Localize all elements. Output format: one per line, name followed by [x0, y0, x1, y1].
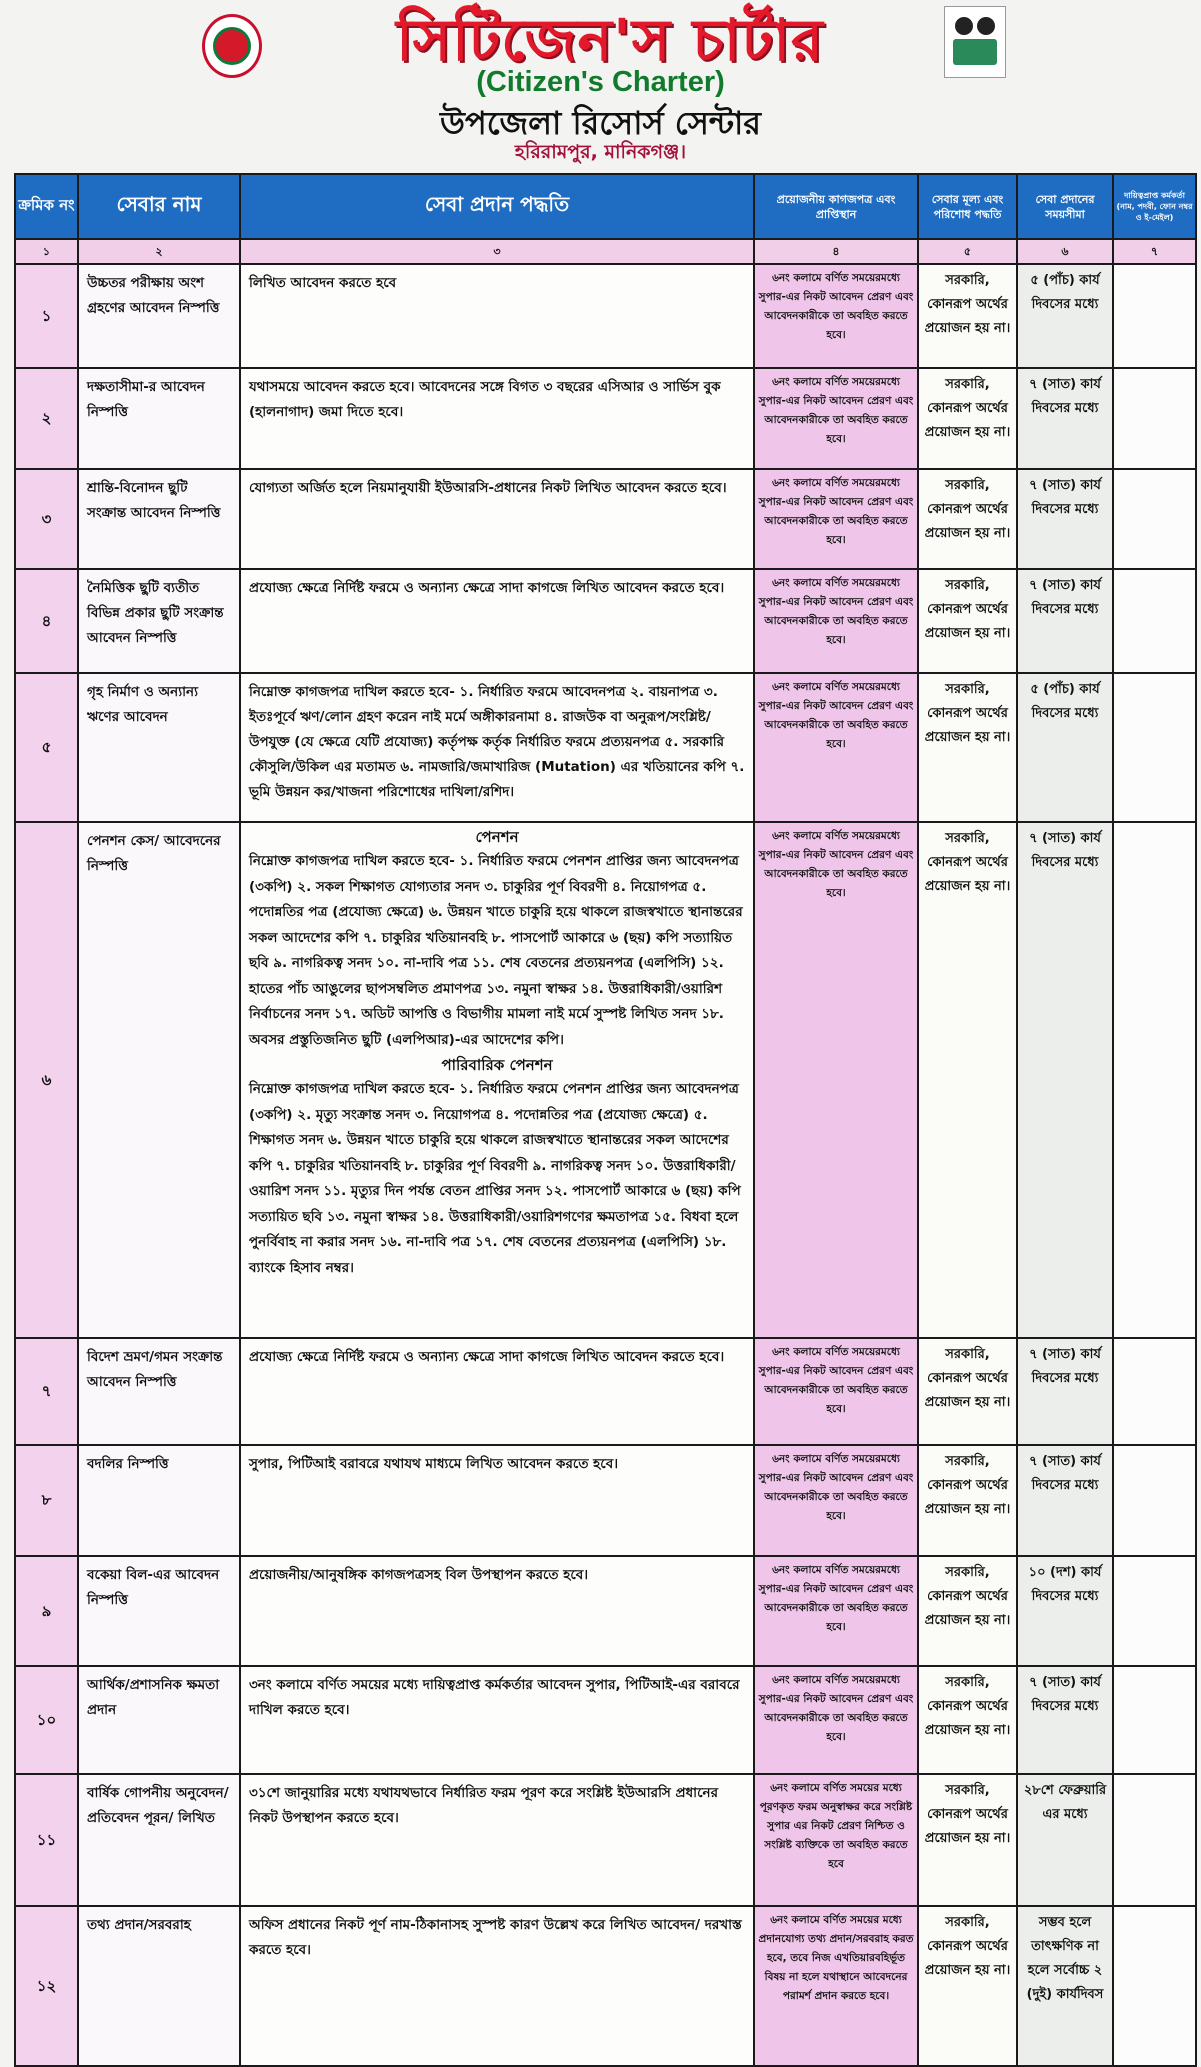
service-name: বকেয়া বিল-এর আবেদন নিস্পত্তি: [78, 1556, 240, 1666]
col-number: ৬: [1017, 239, 1113, 264]
serial-number: ৬: [15, 822, 78, 1338]
method-text: সুপার, পিটিআই বরাবরে যথাযথ মাধ্যমে লিখিত আবেদন করতে হবে।: [249, 1456, 619, 1472]
time-limit: ৭ (সাত) কার্য দিবসের মধ্যে: [1017, 469, 1113, 569]
service-method: [240, 469, 754, 569]
service-fee: সরকারি, কোনরূপ অর্থের প্রয়োজন হয় না।: [918, 1338, 1017, 1445]
service-method: [240, 264, 754, 368]
service-name: পেনশন কেস/ আবেদনের নিস্পত্তি: [78, 822, 240, 1338]
service-name: তথ্য প্রদান/সরবরাহ: [78, 1906, 240, 2066]
office-location: হরিরামপুর, মানিকগঞ্জ।: [514, 141, 687, 163]
responsible-officer: [1113, 673, 1196, 822]
service-name: নৈমিত্তিক ছুটি ব্যতীত বিভিন্ন প্রকার ছুটি সংক্রান্ত আবেদন নিস্পত্তি: [78, 569, 240, 673]
responsible-officer: [1113, 569, 1196, 673]
required-documents: ৬নং কলামে বর্ণিত সময়েরমধ্যে সুপার-এর নিকট আবেদন প্রেরণ এবং আবেদনকারীকে তা অবহিত করতে হবে।: [754, 264, 918, 368]
col-header-serial: ক্রমিক নং: [15, 174, 78, 239]
table-row: [15, 1338, 1196, 1445]
col-number: ৪: [754, 239, 918, 264]
table-row: [15, 1666, 1196, 1774]
service-fee: সরকারি, কোনরূপ অর্থের প্রয়োজন হয় না।: [918, 1556, 1017, 1666]
method-text: ৩১শে জানুয়ারির মধ্যে যথাযথভাবে নির্ধারিত ফরম পূরণ করে সংশ্লিষ্ট ইউআরসি প্রধানের নিকট উপস্থাপন করতে হবে।: [249, 1785, 719, 1826]
table-row: [15, 469, 1196, 569]
table-row: [15, 569, 1196, 673]
citizen-charter-table: [14, 173, 1197, 2067]
table-row: [15, 673, 1196, 822]
required-documents: ৬নং কলামে বর্ণিত সময়েরমধ্যে সুপার-এর নিকট আবেদন প্রেরণ এবং আবেদনকারীকে তা অবহিত করতে হবে।: [754, 1338, 918, 1445]
col-header-service-name: সেবার নাম: [78, 174, 240, 239]
serial-number: ৩: [15, 469, 78, 569]
service-method: [240, 1445, 754, 1556]
serial-number: ১২: [15, 1906, 78, 2066]
table-row: [15, 1774, 1196, 1906]
column-number-row: [15, 239, 1196, 264]
responsible-officer: [1113, 1445, 1196, 1556]
time-limit: ৫ (পাঁচ) কার্য দিবসের মধ্যে: [1017, 673, 1113, 822]
required-documents: ৬নং কলামে বর্ণিত সময়েরমধ্যে সুপার-এর নিকট আবেদন প্রেরণ এবং আবেদনকারীকে তা অবহিত করতে হবে।: [754, 822, 918, 1338]
required-documents: ৬নং কলামে বর্ণিত সময়ের মধ্যে প্রদানযোগ্য তথ্য প্রদান/সরবরাহ করত হবে, তবে নিজ এখতিয়ারবহির্ভূত বিষয় না হলে যথাস্থানে আবেদনের পরামর্শ প্রদান করতে হবে।: [754, 1906, 918, 2066]
service-method: [240, 1774, 754, 1906]
charter-title-bn: সিটিজেন'স চার্টার: [396, 6, 824, 74]
method-text: প্রযোজ্য ক্ষেত্রে নির্দিষ্ট ফরমে ও অন্যান্য ক্ষেত্রে সাদা কাগজে লিখিত আবেদন করতে হবে।: [249, 580, 725, 596]
service-fee: সরকারি, কোনরূপ অর্থের প্রয়োজন হয় না।: [918, 673, 1017, 822]
method-text: প্রয়োজনীয়/আনুষঙ্গিক কাগজপত্রসহ বিল উপস্থাপন করতে হবে।: [249, 1567, 589, 1583]
service-method: [240, 673, 754, 822]
col-header-time-limit: সেবা প্রদানের সময়সীমা: [1017, 174, 1113, 239]
service-name: দক্ষতাসীমা-র আবেদন নিস্পত্তি: [78, 368, 240, 469]
responsible-officer: [1113, 1666, 1196, 1774]
time-limit: ৭ (সাত) কার্য দিবসের মধ্যে: [1017, 822, 1113, 1338]
time-limit: ৭ (সাত) কার্য দিবসের মধ্যে: [1017, 368, 1113, 469]
charter-title-en: (Citizen's Charter): [476, 66, 725, 98]
table-row: [15, 822, 1196, 1338]
responsible-officer: [1113, 368, 1196, 469]
service-fee: সরকারি, কোনরূপ অর্থের প্রয়োজন হয় না।: [918, 1774, 1017, 1906]
serial-number: ১: [15, 264, 78, 368]
method-text: ৩নং কলামে বর্ণিত সময়ের মধ্যে দায়িত্বপ্রাপ্ত কর্মকর্তার আবেদন সুপার, পিটিআই-এর বরাবরে দাখিল করতে হবে।: [249, 1677, 740, 1718]
method-text: যথাসময়ে আবেদন করতে হবে। আবেদনের সঙ্গে বিগত ৩ বছরের এসিআর ও সার্ভিস বুক (হালনাগাদ) জমা দিতে হবে।: [249, 379, 721, 420]
col-number: ৭: [1113, 239, 1196, 264]
service-fee: সরকারি, কোনরূপ অর্থের প্রয়োজন হয় না।: [918, 822, 1017, 1338]
serial-number: ৭: [15, 1338, 78, 1445]
serial-number: ৫: [15, 673, 78, 822]
col-number: ২: [78, 239, 240, 264]
col-header-fee: সেবার মূল্য এবং পরিশোধ পদ্ধতি: [918, 174, 1017, 239]
time-limit: ২৮শে ফেব্রুয়ারি এর মধ্যে: [1017, 1774, 1113, 1906]
serial-number: ৮: [15, 1445, 78, 1556]
required-documents: ৬নং কলামে বর্ণিত সময়েরমধ্যে সুপার-এর নিকট আবেদন প্রেরণ এবং আবেদনকারীকে তা অবহিত করতে হবে।: [754, 673, 918, 822]
method-text: যোগ্যতা অর্জিত হলে নিয়মানুযায়ী ইউআরসি-প্রধানের নিকট লিখিত আবেদন করতে হবে।: [249, 480, 727, 496]
time-limit: ১০ (দশ) কার্য দিবসের মধ্যে: [1017, 1556, 1113, 1666]
responsible-officer: [1113, 1906, 1196, 2066]
service-name: বদলির নিস্পত্তি: [78, 1445, 240, 1556]
service-fee: সরকারি, কোনরূপ অর্থের প্রয়োজন হয় না।: [918, 264, 1017, 368]
col-number: ৩: [240, 239, 754, 264]
table-row: [15, 1906, 1196, 2066]
service-name: আর্থিক/প্রশাসনিক ক্ষমতা প্রদান: [78, 1666, 240, 1774]
table-header-row: [15, 174, 1196, 239]
service-fee: সরকারি, কোনরূপ অর্থের প্রয়োজন হয় না।: [918, 1666, 1017, 1774]
col-number: ৫: [918, 239, 1017, 264]
time-limit: ৫ (পাঁচ) কার্য দিবসের মধ্যে: [1017, 264, 1113, 368]
method-text: নিম্নোক্ত কাগজপত্র দাখিল করতে হবে- ১. নির্ধারিত ফরমে পেনশন প্রাপ্তির জন্য আবেদনপত্র (৩কপি) ২. মৃত্যু সংক্রান্ত সনদ ৩. নিয়োগপত্র ৪. পদোন্নতির পত্র (প্রযোজ্য ক্ষেত্রে) ৫. শিক্ষাগত সনদ ৬. উন্নয়ন খাতে চাকুরি হয়ে থাকলে রাজস্বখাতে স্থানান্তরের সকল আদেশের কপি ৭. চাকুরির খতিয়ানবহি ৮. চাকুরির পূর্ণ বিবরণী ৯. নাগরিকত্ব সনদ ১০. উত্তরাধিকারী/ওয়ারিশ সনদ ১১. মৃত্যুর দিন পর্যন্ত বেতন প্রাপ্তির সনদ ১২. পাসপোর্ট আকারে ৬ (ছয়) কপি সত্যায়িত ছবি ১৩. নমুনা স্বাক্ষর ১৪. উত্তরাধিকারী/ওয়ারিশগণের ক্ষমতাপত্র ১৫. বিধবা হলে পুনর্বিবাহ না করার সনদ ১৬. না-দাবি পত্র ১৭. শেষ বেতনের প্রত্যয়নপত্র (এলপিসি) ১৮. ব্যাংকে হিসাব নম্বর।: [249, 1081, 741, 1276]
service-method: [240, 822, 754, 1338]
method-subheading: পারিবারিক পেনশন: [441, 1056, 553, 1074]
col-number: ১: [15, 239, 78, 264]
method-text: অফিস প্রধানের নিকট পূর্ণ নাম-ঠিকানাসহ সুস্পষ্ট কারণ উল্লেখ করে লিখিত আবেদন/ দরখাস্ত করতে হবে।: [249, 1917, 742, 1958]
table-row: [15, 1556, 1196, 1666]
time-limit: সম্ভব হলে তাৎক্ষণিক না হলে সর্বোচ্চ ২ (দুই) কার্যদিবস: [1017, 1906, 1113, 2066]
responsible-officer: [1113, 469, 1196, 569]
service-method: [240, 368, 754, 469]
required-documents: ৬নং কলামে বর্ণিত সময়েরমধ্যে সুপার-এর নিকট আবেদন প্রেরণ এবং আবেদনকারীকে তা অবহিত করতে হবে।: [754, 368, 918, 469]
method-text: নিম্নোক্ত কাগজপত্র দাখিল করতে হবে- ১. নির্ধারিত ফরমে আবেদনপত্র ২. বায়নাপত্র ৩. ইতঃপূর্বে ঋণ/লোন গ্রহণ করেন নাই মর্মে অঙ্গীকারনামা ৪. রাজউক বা অনুরূপ/সংশ্লিষ্ট/উপযুক্ত (যে ক্ষেত্রে যেটি প্রযোজ্য) কর্তৃপক্ষ কর্তৃক নির্ধারিত ফরমে প্রত্যয়নপত্র ৫. সরকারি কৌসুলি/উকিল এর মতামত ৬. নামজারি/জমাখারিজ (Mutation) এর খতিয়ানের কপি ৭. ভূমি উন্নয়ন কর/খাজনা পরিশোধের দাখিলা/রশিদ।: [249, 684, 745, 800]
required-documents: ৬নং কলামে বর্ণিত সময়ের মধ্যে পূরণকৃত ফরম অনুস্বাক্ষর করে সংশ্লিষ্ট সুপার এর নিকট প্রেরণ নিশ্চিত ও সংশ্লিষ্ট ব্যক্তিকে তা অবহিত করতে হবে: [754, 1774, 918, 1906]
required-documents: ৬নং কলামে বর্ণিত সময়েরমধ্যে সুপার-এর নিকট আবেদন প্রেরণ এবং আবেদনকারীকে তা অবহিত করতে হবে।: [754, 1666, 918, 1774]
table-row: [15, 264, 1196, 368]
required-documents: ৬নং কলামে বর্ণিত সময়েরমধ্যে সুপার-এর নিকট আবেদন প্রেরণ এবং আবেদনকারীকে তা অবহিত করতে হবে।: [754, 1445, 918, 1556]
service-name: উচ্চতর পরীক্ষায় অংশ গ্রহণের আবেদন নিস্পত্তি: [78, 264, 240, 368]
responsible-officer: [1113, 264, 1196, 368]
method-text: লিখিত আবেদন করতে হবে: [249, 275, 397, 291]
table-row: [15, 1445, 1196, 1556]
service-method: [240, 1666, 754, 1774]
service-name: বার্ষিক গোপনীয় অনুবেদন/প্রতিবেদন পূরন/ লিখিত: [78, 1774, 240, 1906]
serial-number: ৯: [15, 1556, 78, 1666]
time-limit: ৭ (সাত) কার্য দিবসের মধ্যে: [1017, 1338, 1113, 1445]
service-method: [240, 1338, 754, 1445]
col-header-documents: প্রয়োজনীয় কাগজপত্র এবং প্রাপ্তিস্থান: [754, 174, 918, 239]
service-fee: সরকারি, কোনরূপ অর্থের প্রয়োজন হয় না।: [918, 1906, 1017, 2066]
charter-header: [0, 0, 1201, 173]
service-name: বিদেশ ভ্রমণ/গমন সংক্রান্ত আবেদন নিস্পত্তি: [78, 1338, 240, 1445]
service-fee: সরকারি, কোনরূপ অর্থের প্রয়োজন হয় না।: [918, 469, 1017, 569]
service-fee: সরকারি, কোনরূপ অর্থের প্রয়োজন হয় না।: [918, 569, 1017, 673]
col-header-method: সেবা প্রদান পদ্ধতি: [240, 174, 754, 239]
required-documents: ৬নং কলামে বর্ণিত সময়েরমধ্যে সুপার-এর নিকট আবেদন প্রেরণ এবং আবেদনকারীকে তা অবহিত করতে হবে।: [754, 469, 918, 569]
col-header-officer: দায়িত্বপ্রাপ্ত কর্মকর্তা (নাম, পদবী, ফোন নম্বর ও ই-মেইল): [1113, 174, 1196, 239]
required-documents: ৬নং কলামে বর্ণিত সময়েরমধ্যে সুপার-এর নিকট আবেদন প্রেরণ এবং আবেদনকারীকে তা অবহিত করতে হবে।: [754, 569, 918, 673]
responsible-officer: [1113, 1774, 1196, 1906]
table-row: [15, 368, 1196, 469]
serial-number: ২: [15, 368, 78, 469]
responsible-officer: [1113, 1556, 1196, 1666]
service-method: [240, 1556, 754, 1666]
method-text: নিম্নোক্ত কাগজপত্র দাখিল করতে হবে- ১. নির্ধারিত ফরমে পেনশন প্রাপ্তির জন্য আবেদনপত্র (৩কপি) ২. সকল শিক্ষাগত যোগ্যতার সনদ ৩. চাকুরির পূর্ণ বিবরণী ৪. নিয়োগপত্র ৫. পদোন্নতির পত্র (প্রযোজ্য ক্ষেত্রে) ৬. উন্নয়ন খাতে চাকুরি হয়ে থাকলে রাজস্বখাতে স্থানান্তরের সকল আদেশের কপি ৭. চাকুরির খতিয়ানবহি ৮. পাসপোর্ট আকারে ৬ (ছয়) কপি সত্যায়িত ছবি ৯. নাগরিকত্ব সনদ ১০. না-দাবি পত্র ১১. শেষ বেতনের প্রত্যয়নপত্র (এলপিসি) ১২. হাতের পাঁচ আঙুলের ছাপসম্বলিত প্রমাণপত্র ১৩. নমুনা স্বাক্ষর ১৪. উত্তরাধিকারী/ওয়ারিশ নির্বাচনের সনদ ১৭. অডিট আপত্তি ও বিভাগীয় মামলা নাই মর্মে সুস্পষ্ট লিখিত সনদ ১৮. অবসর প্রস্তুতিজনিত ছুটি (এলপিআর)-এর আদেশের কপি।: [249, 853, 743, 1048]
service-fee: সরকারি, কোনরূপ অর্থের প্রয়োজন হয় না।: [918, 368, 1017, 469]
method-text: প্রযোজ্য ক্ষেত্রে নির্দিষ্ট ফরমে ও অন্যান্য ক্ষেত্রে সাদা কাগজে লিখিত আবেদন করতে হবে।: [249, 1349, 725, 1365]
responsible-officer: [1113, 822, 1196, 1338]
service-name: শ্রান্তি-বিনোদন ছুটি সংক্রান্ত আবেদন নিস্পত্তি: [78, 469, 240, 569]
required-documents: ৬নং কলামে বর্ণিত সময়েরমধ্যে সুপার-এর নিকট আবেদন প্রেরণ এবং আবেদনকারীকে তা অবহিত করতে হবে।: [754, 1556, 918, 1666]
serial-number: ১০: [15, 1666, 78, 1774]
service-fee: সরকারি, কোনরূপ অর্থের প্রয়োজন হয় না।: [918, 1445, 1017, 1556]
service-method: [240, 569, 754, 673]
responsible-officer: [1113, 1338, 1196, 1445]
time-limit: ৭ (সাত) কার্য দিবসের মধ্যে: [1017, 1445, 1113, 1556]
serial-number: ৪: [15, 569, 78, 673]
service-method: [240, 1906, 754, 2066]
serial-number: ১১: [15, 1774, 78, 1906]
time-limit: ৭ (সাত) কার্য দিবসের মধ্যে: [1017, 569, 1113, 673]
method-subheading: পেনশন: [475, 828, 519, 846]
office-name: উপজেলা রিসোর্স সেন্টার: [440, 104, 761, 142]
time-limit: ৭ (সাত) কার্য দিবসের মধ্যে: [1017, 1666, 1113, 1774]
service-name: গৃহ নির্মাণ ও অন্যান্য ঋণের আবেদন: [78, 673, 240, 822]
